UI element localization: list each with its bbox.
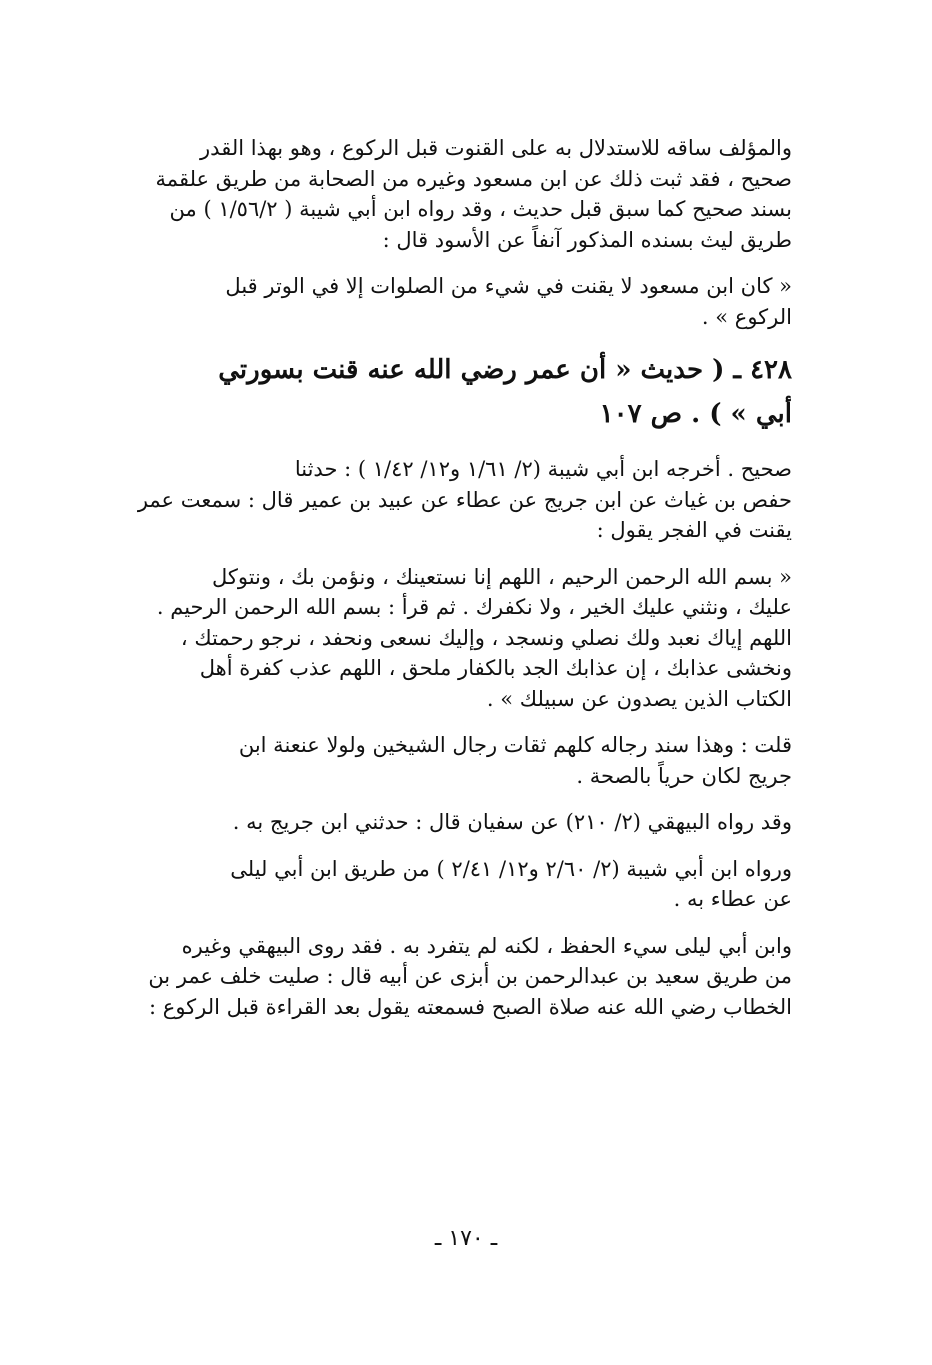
text-line: جريج لكان حرياً بالصحة . — [576, 763, 792, 788]
text-line: « كان ابن مسعود لا يقنت في شيء من الصلوات إلا في الوتر قبل — [225, 274, 792, 298]
text-line: عليك ، ونثني عليك الخير ، ولا نكفرك . ثم قرأ : بسم الله الرحمن الرحيم . — [156, 595, 792, 619]
text-line: اللهم إياك نعبد ولك نصلي ونسجد ، وإليك نسعى ونحفد ، نرجو رحمتك ، — [180, 625, 792, 650]
paragraph-grading — [105, 454, 792, 546]
text-line: يقنت في الفجر يقول : — [596, 518, 792, 542]
text-line: والمؤلف ساقه للاستدلال به على القنوت قبل الركوع ، وهو بهذا القدر — [200, 136, 792, 160]
text-line: الخطاب رضي الله عنه صلاة الصبح فسمعته يقول بعد القراءة قبل الركوع : — [149, 994, 792, 1019]
text-line: عن عطاء به . — [673, 887, 792, 911]
paragraph-ibn-abi-shayba — [105, 854, 792, 915]
paragraph-chain-assessment — [105, 730, 792, 791]
text-line: صحيح ، فقد ثبت ذلك عن ابن مسعود وغيره من الصحابة من طريق علقمة — [155, 166, 792, 191]
paragraph-author-commentary — [105, 133, 792, 255]
text-line: طريق ليث بسنده المذكور آنفاً عن الأسود قال : — [382, 227, 792, 252]
text-line: ونخشى عذابك ، إن عذابك الجد بالكفار ملحق ، اللهم عذب كفرة أهل — [199, 656, 792, 680]
text-line: بسند صحيح كما سبق قبل حديث ، وقد رواه ابن أبي شيبة ( ١/٥٦/٢ ) من — [169, 197, 792, 221]
text-line: « بسم الله الرحمن الرحيم ، اللهم إنا نستعينك ، ونؤمن بك ، ونتوكل — [211, 564, 792, 589]
text-line: وقد رواه البيهقي (٢/ ٢١٠) عن سفيان قال : حدثني ابن جريج به . — [232, 810, 792, 834]
heading-line: أبي » ) . ص ١٠٧ — [599, 399, 792, 429]
paragraph-ibn-abi-layla — [105, 931, 792, 1023]
text-line: الكتاب الذين يصدون عن سبيلك » . — [486, 686, 792, 711]
paragraph-quote-ibn-masud — [105, 271, 792, 332]
paragraph-qunut-text — [105, 562, 792, 715]
hadith-heading-428 — [105, 348, 792, 436]
text-line: حفص بن غياث عن ابن جريج عن عطاء عن عبيد بن عمير قال : سمعت عمر — [137, 487, 792, 512]
text-line: صحيح . أخرجه ابن أبي شيبة (٢/ ١/٦١ و١٢/ ١/٤٢ ) : حدثنا — [294, 457, 792, 481]
heading-line: ٤٢٨ ـ ( حديث « أن عمر رضي الله عنه قنت بسورتي — [218, 355, 792, 385]
page-number: ـ ١٧٠ ـ — [434, 1226, 498, 1251]
text-line: وابن أبي ليلى سيء الحفظ ، لكنه لم يتفرد به . فقد روى البيهقي وغيره — [181, 933, 792, 958]
text-line: الركوع » . — [701, 304, 792, 329]
text-line: من طريق سعيد بن عبدالرحمن بن أبزى عن أبيه قال : صليت خلف عمر بن — [148, 964, 792, 988]
paragraph-bayhaqi — [105, 807, 792, 838]
text-line: ورواه ابن أبي شيبة (٢/ ٢/٦٠ و١٢/ ٢/٤١ ) من طريق ابن أبي ليلى — [230, 856, 792, 881]
text-line: قلت : وهذا سند رجاله كلهم ثقات رجال الشيخين ولولا عنعنة ابن — [238, 733, 792, 757]
